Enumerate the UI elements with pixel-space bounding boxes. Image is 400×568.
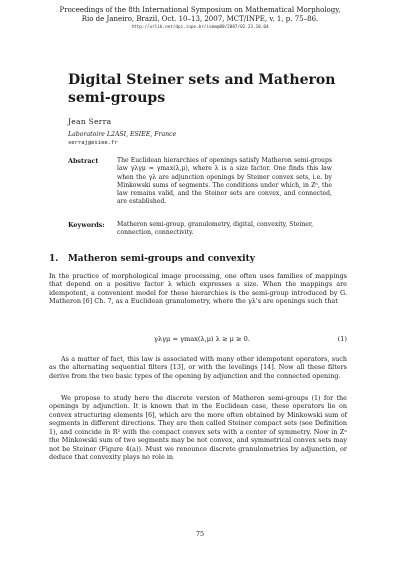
paragraph-3: We propose to study here the discrete version of Matheron semi-groups (1) for the openings by adjunction. It is known that in the Euclidean case, these operators lie on convex structuring elements [6], which are the more often obtained by Minkowski sum of segments in different directions. They are then called Steiner compact sets (see Definition 1), and coincide in R² with the compact convex sets with a center of symmetry. Now in Zⁿ the Minkowski sum of two segments may be not convex, and symmetrical convex sets may not be Steiner (Figure 4(a)). Must we renounce discrete granulometries by adjunction, or deduce that convexity plays no role in — [49, 394, 347, 462]
header-line-2: Rio de Janeiro, Brazil, Oct. 10–13, 2007, MCT/INPE, v. 1, p. 75–86. — [81, 15, 319, 23]
keywords-text: Matheron semi-group, granulometry, digital, convexity, Steiner, connection, connectivity. — [117, 221, 314, 237]
section-title: Matheron semi-groups and convexity — [67, 254, 255, 264]
abstract-text: The Euclidean hierarchies of openings satisfy Matheron semi-groups law γλγμ = γmax(λ,μ), where λ is a size factor. One finds this law when the γλ are adjunction openings by Steiner convex sets, i.e. by Minkowski sums of segments. The conditions under which, in Zⁿ, the law remains valid, and the Steiner sets are convex, and connected, are established. — [117, 157, 332, 206]
section-number: 1. — [49, 254, 59, 264]
paper-title: Digital Steiner sets and Matheron semi-groups — [68, 72, 336, 106]
abstract-label: Abstract — [68, 157, 99, 165]
section-heading — [49, 254, 255, 264]
author-name: Jean Serra — [68, 117, 112, 126]
page-number: 75 — [195, 530, 205, 538]
paragraph-2: As a matter of fact, this law is associated with many other idempotent operators, such as the alternating sequential filters [13], or with the levelings [14]. Now all these filters derive from the two basic types of the opening by adjunction and the connected opening. — [49, 355, 347, 380]
equation-expression: γλγμ = γmax(λ,μ) λ ≥ μ ≥ 0. — [154, 335, 250, 343]
equation-1 — [49, 335, 347, 345]
paragraph-1: In the practice of morphological image processing, one often uses families of mappings that depend on a positive factor λ which expresses a size. When the mappings are idempotent, a convenient model for these hierarchies is the semi-group introduced by G. Matheron [6] Ch. 7, as a Euclidean granulometry, where the γλ's are openings such that — [49, 272, 347, 306]
author-email[interactable]: serraj@esiee.fr — [68, 140, 118, 146]
header-url[interactable]: http://urlib.net/dpi.inpe.br/ismm@80/2007/02.23.10.04 — [131, 25, 269, 30]
author-affiliation: Laboratoire L2ASI, ESIEE, France — [68, 131, 177, 138]
header-line-1: Proceedings of the 8th International Symposium on Mathematical Morphology, — [59, 6, 341, 14]
keywords-label: Keywords: — [68, 221, 105, 229]
equation-number: (1) — [337, 335, 347, 343]
proceedings-header — [0, 6, 400, 31]
